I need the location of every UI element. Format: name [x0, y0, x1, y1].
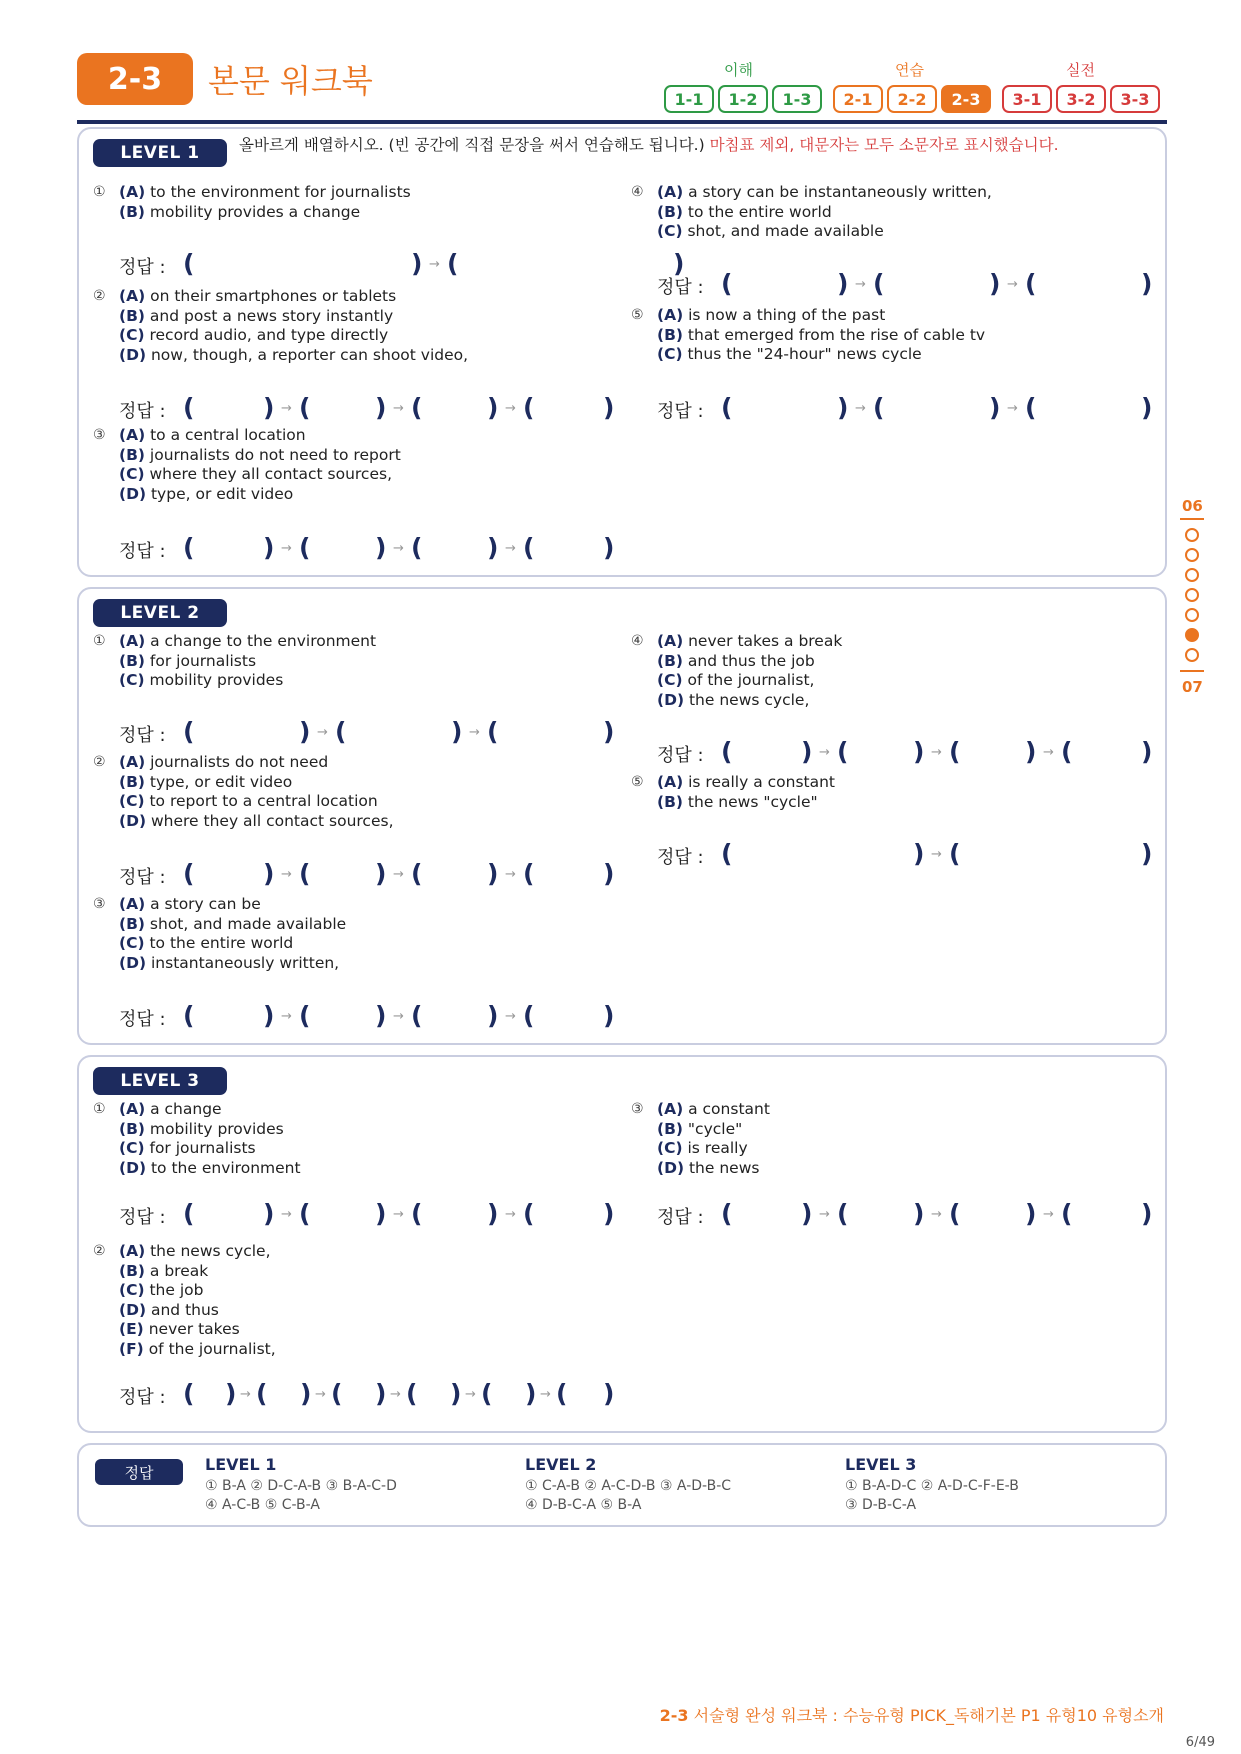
level3-question-2: ② (A) the news cycle, (B) a break (C) the job (D) and thus (E) never takes (F) of the journalist, [93, 1242, 276, 1358]
section-badge: 2-3 [77, 53, 193, 105]
level2-question-3: ③ (A) a story can be (B) shot, and made available (C) to the entire world (D) instantaneously written, [93, 895, 347, 972]
level3-question-1: ① (A) a change (B) mobility provides (C) for journalists (D) to the environment [93, 1100, 301, 1177]
level1-question-5: ⑤ (A) is now a thing of the past (B) that emerged from the rise of cable tv (C) thus the "24-hour" news cycle [631, 306, 986, 363]
level2-question-2: ② (A) journalists do not need (B) type, or edit video (C) to report to a central location (D) where they all contact sources, [93, 753, 394, 830]
section-title: 본문 워크북 [208, 62, 373, 100]
side-index-dot[interactable] [1185, 648, 1199, 662]
nav-group-practice: 연습 [895, 61, 924, 79]
side-index-dot-active[interactable] [1185, 628, 1199, 642]
level2-label: LEVEL 2 [93, 599, 227, 627]
side-index-bottom: 07 [1182, 678, 1203, 696]
answer-key-panel [77, 1443, 1167, 1527]
level2-answer-3[interactable]: 정답 : ( ) → ( ) → ( ) → ( ) [119, 1001, 615, 1030]
level2-answer-1[interactable]: 정답 : ( ) → ( ) → ( ) [119, 717, 615, 746]
level1-question-1: ① (A) to the environment for journalists (B) mobility provides a change [93, 183, 411, 221]
nav-button-3-3[interactable]: 3-3 [1110, 85, 1160, 113]
level2-answer-4[interactable]: 정답 : ( ) → ( ) → ( ) → ( ) [657, 737, 1153, 766]
level2-question-1: ① (A) a change to the environment (B) for journalists (C) mobility provides [93, 632, 377, 689]
level1-answer-1[interactable]: 정답 : ( ) → ( ) [119, 249, 685, 278]
instruction-text: 올바르게 배열하시오. (빈 공간에 직접 문장을 써서 연습해도 됩니다.) [239, 136, 705, 154]
level1-question-4: ④ (A) a story can be instantaneously written, (B) to the entire world (C) shot, and made available [631, 183, 992, 240]
footer-text: 서술형 완성 워크북 : 수능유형 PICK_독해기본 P1 유형10 유형소개 [693, 1706, 1164, 1725]
level1-label: LEVEL 1 [93, 139, 227, 167]
side-index-line-top [1180, 518, 1204, 520]
nav-group-actual: 실전 [1066, 61, 1095, 79]
footer-title [660, 1703, 1164, 1726]
level3-panel [77, 1055, 1167, 1433]
side-index-dot[interactable] [1185, 588, 1199, 602]
side-index-dot[interactable] [1185, 568, 1199, 582]
answer-key-level2: LEVEL 2 ① C-A-B ② A-C-D-B ③ A-D-B-C ④ D-B-C-A ⑤ B-A [525, 1455, 732, 1513]
nav-button-1-3[interactable]: 1-3 [772, 85, 822, 113]
page-number: 6/49 [1185, 1735, 1215, 1750]
level3-answer-1[interactable]: 정답 : ( ) → ( ) → ( ) → ( ) [119, 1199, 615, 1228]
side-index-top: 06 [1182, 497, 1203, 515]
level2-question-4: ④ (A) never takes a break (B) and thus the job (C) of the journalist, (D) the news cycle, [631, 632, 843, 709]
nav-group-understand: 이해 [724, 61, 753, 79]
level1-answer-2[interactable]: 정답 : ( ) → ( ) → ( ) → ( ) [119, 393, 615, 422]
answer-key-label: 정답 [95, 1459, 183, 1485]
level2-answer-2[interactable]: 정답 : ( ) → ( ) → ( ) → ( ) [119, 859, 615, 888]
level2-panel [77, 587, 1167, 1045]
side-index-dot[interactable] [1185, 528, 1199, 542]
answer-key-level1: LEVEL 1 ① B-A ② D-C-A-B ③ B-A-C-D ④ A-C-B ⑤ C-B-A [205, 1455, 397, 1513]
level1-answer-5[interactable]: 정답 : ( ) → ( ) → ( ) [657, 393, 1153, 422]
question-number: ① [93, 184, 106, 200]
nav-button-3-1[interactable]: 3-1 [1002, 85, 1052, 113]
header-divider [77, 120, 1167, 124]
nav-button-1-1[interactable]: 1-1 [664, 85, 714, 113]
level2-question-5: ⑤ (A) is really a constant (B) the news "cycle" [631, 773, 836, 811]
level1-question-2: ② (A) on their smartphones or tablets (B) and post a news story instantly (C) record audio, and type directly (D) now, though, a reporter can shoot video, [93, 287, 469, 364]
level2-answer-5[interactable]: 정답 : ( ) → ( ) [657, 839, 1153, 868]
nav-button-2-1[interactable]: 2-1 [833, 85, 883, 113]
nav-button-2-2[interactable]: 2-2 [887, 85, 937, 113]
nav-button-3-2[interactable]: 3-2 [1056, 85, 1106, 113]
instruction-note: 마침표 제외, 대문자는 모두 소문자로 표시했습니다. [709, 136, 1059, 154]
level1-answer-3[interactable]: 정답 : ( ) → ( ) → ( ) → ( ) [119, 533, 615, 562]
footer-code: 2-3 [659, 1706, 689, 1725]
level1-panel [77, 127, 1167, 577]
side-index-dot[interactable] [1185, 608, 1199, 622]
level3-answer-3[interactable]: 정답 : ( ) → ( ) → ( ) → ( ) [657, 1199, 1153, 1228]
nav-button-1-2[interactable]: 1-2 [718, 85, 768, 113]
level3-question-3: ③ (A) a constant (B) "cycle" (C) is really (D) the news [631, 1100, 770, 1177]
level1-answer-4[interactable]: 정답 : ( ) → ( ) → ( ) [657, 269, 1153, 298]
answer-key-level3: LEVEL 3 ① B-A-D-C ② A-D-C-F-E-B ③ D-B-C-A [845, 1455, 1019, 1513]
nav-button-2-3[interactable]: 2-3 [941, 85, 991, 113]
side-index-dot[interactable] [1185, 548, 1199, 562]
side-index-line-bottom [1180, 670, 1204, 672]
level3-answer-2[interactable]: 정답 : ( ) → ( ) → ( ) → ( ) → ( ) → ( ) [119, 1379, 615, 1408]
level1-question-3: ③ (A) to a central location (B) journalists do not need to report (C) where they all contact sources, (D) type, or edit video [93, 426, 401, 503]
level1-instruction [239, 135, 1139, 155]
level3-label: LEVEL 3 [93, 1067, 227, 1095]
